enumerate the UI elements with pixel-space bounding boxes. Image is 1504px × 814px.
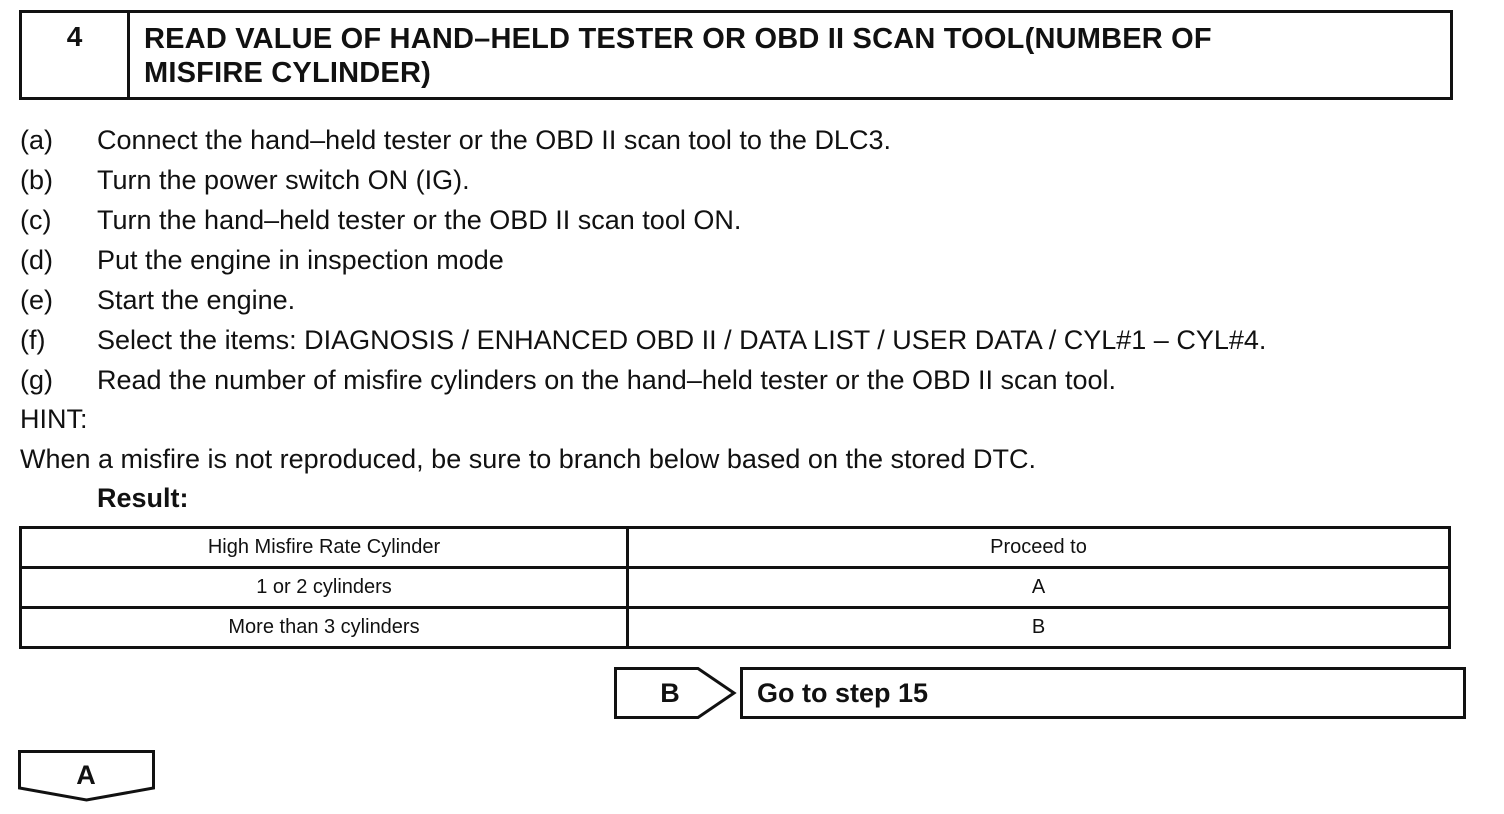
result-table [19, 526, 1451, 649]
instruction-label: (f) [20, 325, 46, 355]
instruction-list [20, 120, 1480, 400]
instruction-text: Put the engine in inspection mode [97, 245, 504, 275]
hint-text: When a misfire is not reproduced, be sure to branch below based on the stored DTC. [20, 444, 1037, 474]
instruction-item [20, 200, 1480, 240]
column-header: High Misfire Rate Cylinder [21, 528, 628, 568]
table-header-row [21, 528, 1450, 568]
instruction-text: Start the engine. [97, 285, 296, 315]
instruction-text: Turn the power switch ON (IG). [97, 165, 470, 195]
branch-b-label: B [660, 678, 680, 708]
step-header [19, 10, 1453, 100]
table-cell: 1 or 2 cylinders [21, 568, 628, 608]
step-title-line2: MISFIRE CYLINDER) [144, 57, 431, 89]
table-row [21, 608, 1450, 648]
table-cell: A [628, 568, 1450, 608]
instruction-label: (c) [20, 205, 52, 235]
table-cell: B [628, 608, 1450, 648]
instruction-text: Connect the hand–held tester or the OBD II scan tool to the DLC3. [97, 125, 891, 155]
instruction-item [20, 160, 1480, 200]
instruction-text: Read the number of misfire cylinders on the hand–held tester or the OBD II scan tool. [97, 365, 1117, 395]
instruction-label: (a) [20, 125, 53, 155]
instruction-item [20, 360, 1480, 400]
table-cell: More than 3 cylinders [21, 608, 628, 648]
instruction-item [20, 320, 1480, 360]
instruction-text: Select the items: DIAGNOSIS / ENHANCED OBD II / DATA LIST / USER DATA / CYL#1 – CYL#4. [97, 325, 1267, 355]
go-to-step-box[interactable]: Go to step 15 [740, 667, 1466, 719]
step-number: 4 [22, 13, 130, 97]
column-header: Proceed to [628, 528, 1450, 568]
instruction-label: (e) [20, 285, 53, 315]
branch-b-arrow[interactable] [614, 667, 738, 719]
instruction-item [20, 240, 1480, 280]
instruction-label: (b) [20, 165, 53, 195]
instruction-label: (d) [20, 245, 53, 275]
instruction-item [20, 120, 1480, 160]
result-label: Result: [97, 483, 189, 513]
instruction-label: (g) [20, 365, 53, 395]
branch-a-arrow[interactable] [18, 750, 156, 802]
instruction-item [20, 280, 1480, 320]
branch-a-label: A [76, 760, 96, 790]
table-row [21, 568, 1450, 608]
step-title-line1: READ VALUE OF HAND–HELD TESTER OR OBD II SCAN TOOL(NUMBER OF [144, 23, 1212, 55]
step-title [130, 13, 1450, 97]
instruction-text: Turn the hand–held tester or the OBD II scan tool ON. [97, 205, 742, 235]
hint-label: HINT: [20, 404, 88, 434]
